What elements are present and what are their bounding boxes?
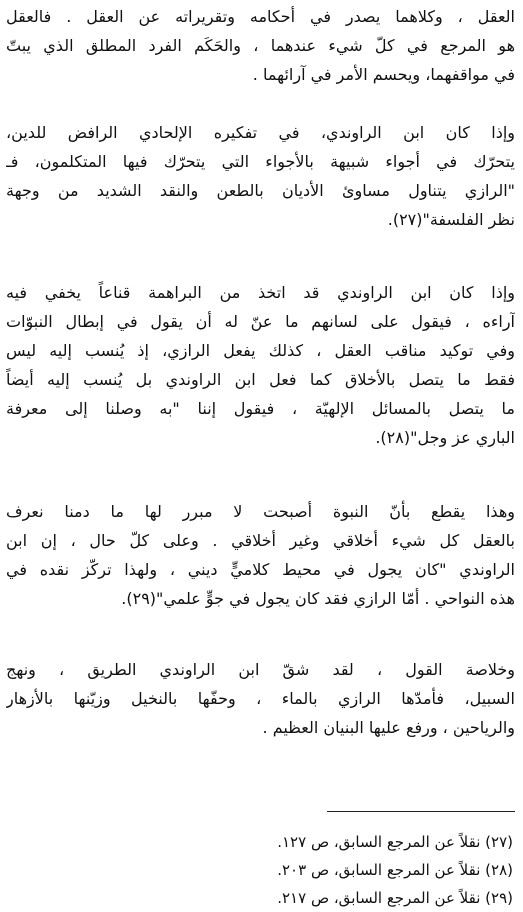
- paragraph-3: [6, 278, 515, 452]
- text-line: ما يتصل بالمسائل الإلهيّة ، فيقول إننا "به وصلنا إلى معرفة: [6, 399, 515, 418]
- text-line: وخلاصة القول ، لقد شقّ ابن الراوندي الطريق ، ونهج: [6, 660, 515, 679]
- text-line: والرياحين ، ورفع عليها البنيان العظيم .: [262, 718, 515, 737]
- footnote: (٢٨) نقلاً عن المرجع السابق، ص ٢٠٣.: [277, 861, 513, 879]
- text-line: وإذا كان ابن الراوندي، في تفكيره الإلحادي الرافض للدين،: [6, 123, 515, 142]
- text-line: فقط ما يتصل بالأخلاق كما فعل ابن الراوندي بل يُنسب إليه أيضاً: [6, 370, 515, 389]
- footnote: (٢٩) نقلاً عن المرجع السابق، ص ٢١٧.: [277, 889, 513, 907]
- footnote-divider: [327, 811, 515, 812]
- text-line: الباري عز وجل"(٢٨).: [375, 428, 515, 447]
- text-line: وفي توكيد مناقب العقل ، كذلك يفعل الرازي، إذ يُنسب إليه ليس: [6, 341, 515, 360]
- footnotes: [10, 828, 513, 912]
- paragraph-1: [6, 2, 515, 89]
- footnote: (٢٧) نقلاً عن المرجع السابق، ص ١٢٧.: [277, 833, 513, 851]
- text-line: بالعقل كل شيء أخلاقي وغير أخلاقي . وعلى كلّ حال ، إن ابن: [6, 531, 515, 550]
- text-line: العقل ، وكلاهما يصدر في أحكامه وتقريراته عن العقل . فالعقل: [6, 7, 515, 26]
- text-line: هذه النواحي . أمّا الرازي فقد كان يجول في جوٍّ علمي"(٢٩).: [121, 589, 515, 608]
- paragraph-4: [6, 497, 515, 613]
- text-line: "الرازي يتناول مساوئ الأديان بالطعن والنقد الشديد من وجهة: [6, 181, 515, 200]
- text-line: وهذا يقطع بأنّ النبوة أصبحت لا مبرر لها ما دمنا نعرف: [6, 502, 515, 521]
- text-line: وإذا كان ابن الراوندي قد اتخذ من البراهمة قناعاً يخفي فيه: [6, 283, 515, 302]
- text-line: السبيل، فأمدّها الرازي بالماء ، وحفّها بالنخيل وزيّنها بالأزهار: [6, 689, 515, 708]
- text-line: الراوندي "كان يجول في محيط كلاميٍّ ديني ، ولهذا تركّز نقده في: [6, 560, 515, 579]
- text-line: آراءه ، فيقول على لسانهم ما عنّ له أن يقول في إبطال النبوّات: [6, 312, 515, 331]
- text-line: هو المرجع في كلّ شيء عندهما ، والحَكَم الفرد المطلق الذي يبتّ: [6, 36, 515, 55]
- paragraph-2: [6, 118, 515, 234]
- text-line: نظر الفلسفة"(٢٧).: [387, 210, 515, 229]
- text-line: في مواقفهما، ويحسم الأمر في آرائهما .: [252, 65, 515, 84]
- paragraph-5: [6, 655, 515, 742]
- text-line: يتحرّك في أجواء شبيهة بالأجواء التي يتحرّك فيها المتكلمون، فـ: [6, 152, 515, 171]
